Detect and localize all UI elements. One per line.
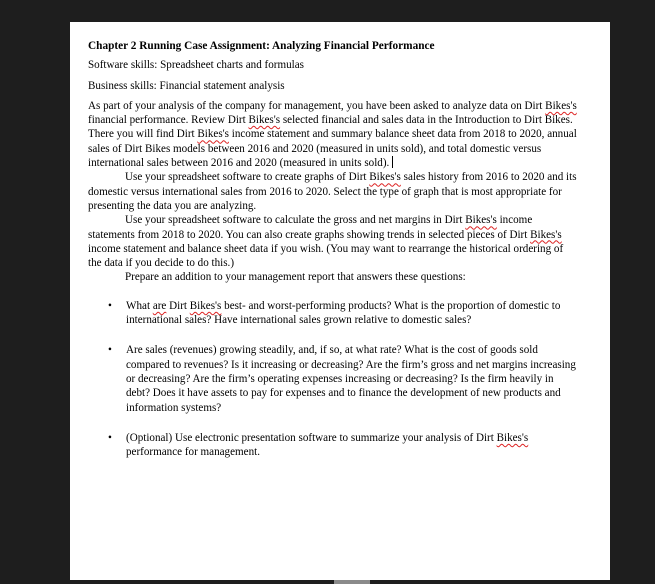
text-run: income statement and balance sheet data if you wish. (You may want to rearrange the historical ordering of the data if you decide to do this.)	[88, 242, 564, 270]
horizontal-scrollbar-thumb[interactable]	[334, 580, 370, 584]
text-run: Are sales (revenues) growing steadily, and, if so, at what rate? What is the cost of goods sold compared to revenues? Is it increasing or decreasing? Are the firm’s gross and net margins increasing or decreasing? Are the firm’s operating expenses increasing or decreasing? Is the firm heavily in debt? Does it have assets to pay for expenses and to finance the development of new products and information systems?	[126, 344, 576, 414]
spellcheck-flagged-word[interactable]: Bikes's	[189, 299, 222, 312]
list-item	[88, 431, 578, 460]
text-run: sales history from 2016 to 2020 and its domestic versus international sales from 2016 to 2020. Select the type of graph that is most appropriate for presenting the data you are analyzing.	[88, 171, 577, 212]
text-run: income statements from 2018 to 2020. You can also create graphs showing trends in selected pieces of Dirt	[88, 214, 533, 241]
text-run: Dirt	[166, 299, 190, 312]
text-run: performance for management.	[126, 446, 260, 459]
text-run: What	[126, 299, 153, 312]
text-run: Use your spreadsheet software to create graphs of Dirt	[125, 171, 370, 184]
document-title: Chapter 2 Running Case Assignment: Analyzing Financial Performance	[88, 40, 435, 52]
bullet-icon: •	[108, 431, 112, 444]
question-list	[88, 299, 578, 460]
bullet-icon: •	[108, 344, 112, 357]
text-run: selected financial and sales data in the Introduction to Dirt Bikes. There you will find Dirt	[88, 114, 573, 141]
text-cursor	[392, 156, 393, 168]
list-item	[88, 343, 578, 414]
spellcheck-flagged-word[interactable]: Bikes's	[248, 114, 281, 127]
document-page[interactable]	[70, 22, 610, 580]
list-item	[88, 299, 578, 328]
document-body[interactable]	[88, 39, 578, 475]
business-skills-line: Business skills: Financial statement analysis	[88, 79, 285, 92]
intro-paragraph	[88, 99, 578, 170]
spellcheck-flagged-word[interactable]: Bikes's	[496, 431, 529, 444]
text-run: income statement and summary balance sheet data from 2018 to 2020, annual sales of Dirt Bikes models between 2016 and 2020 (measured in units sold), and total domestic versus international sales between 2016 and 2020 (measured in units sold).	[88, 128, 577, 170]
graphs-paragraph	[88, 170, 578, 213]
spellcheck-flagged-word[interactable]: Bikes's	[530, 228, 562, 241]
text-run: Use your spreadsheet software to calculate the gross and net margins in Dirt	[125, 214, 466, 227]
margins-paragraph	[88, 213, 578, 270]
text-run: As part of your analysis of the company for management, you have been asked to analyze data on Dirt	[88, 99, 546, 112]
text-run: best- and worst-performing products? What is the proportion of domestic to international sales? Have international sales grown relative to domestic sales?	[126, 299, 561, 327]
spellcheck-flagged-word[interactable]: Bikes's	[545, 99, 577, 112]
spellcheck-flagged-word[interactable]: Bikes's	[369, 171, 401, 184]
bullet-icon: •	[108, 299, 112, 312]
text-run: financial performance. Review Dirt	[88, 114, 249, 127]
software-skills-line: Software skills: Spreadsheet charts and formulas	[88, 59, 304, 72]
spellcheck-flagged-word[interactable]: are	[152, 299, 167, 312]
spellcheck-flagged-word[interactable]: Bikes's	[197, 128, 229, 141]
spellcheck-flagged-word[interactable]: Bikes's	[465, 214, 497, 227]
text-run: (Optional) Use electronic presentation software to summarize your analysis of Dirt	[126, 431, 497, 444]
report-paragraph: Prepare an addition to your management report that answers these questions:	[125, 271, 466, 284]
